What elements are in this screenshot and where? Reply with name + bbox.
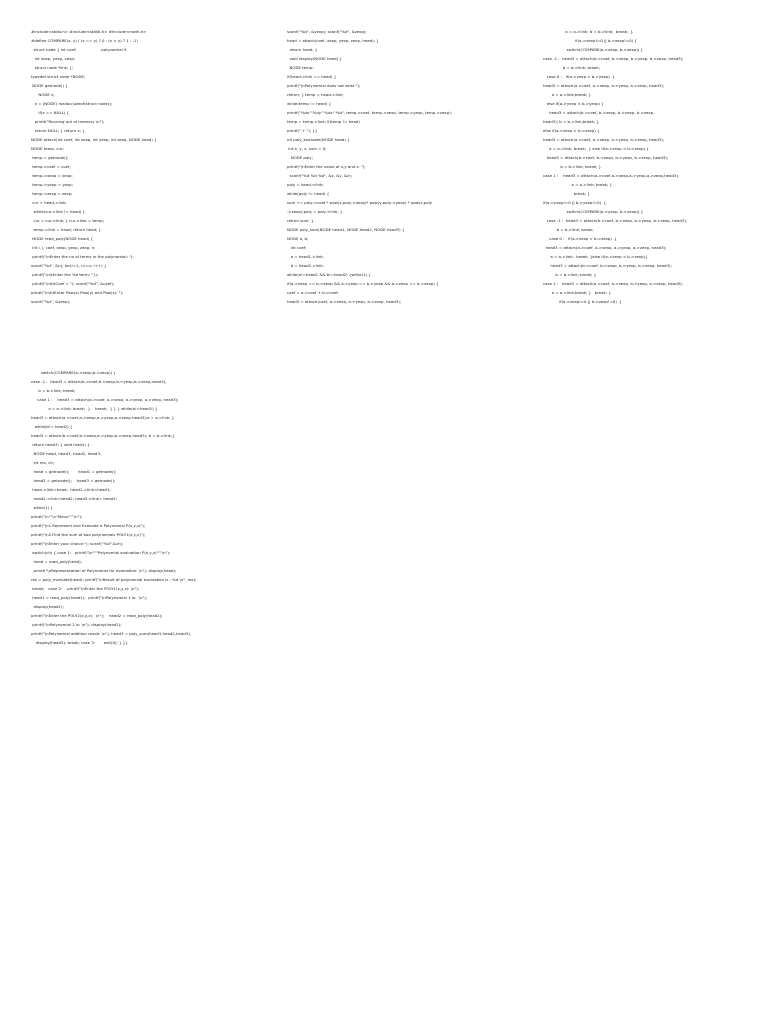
- code-line: printf("Running out of memory \n");: [31, 119, 105, 124]
- code-line: temp = temp->link; if(temp != head): [287, 119, 360, 124]
- code-line: NODE temp, cur;: [31, 146, 64, 151]
- code-line: if(a->yexp!=0 || b->yexp!=0) {: [543, 200, 607, 205]
- code-column-2: [287, 27, 522, 306]
- code-line: a = a->link;break; }: [543, 92, 592, 97]
- code-line: head3 = attach(a->coef, a->xexp, a->yexp, a->zexp, head3);: [543, 137, 665, 142]
- code-line: temp->xexp = xexp;: [31, 173, 73, 178]
- code-line: case -1 : head3 = attach(b->coef,b->xexp,b->yexp,b->zexp,head3);: [31, 379, 167, 384]
- code-line: printf("\nEnter your choice:"); scanf("%d",&ch);: [31, 541, 124, 546]
- code-line: case 0 : if(a->yexp > b->yexp) {: [543, 74, 615, 79]
- code-line: switch(COMPARE(a->zexp,b->zexp)) {: [31, 370, 116, 375]
- code-line: int xexp, yexp, zexp;: [31, 56, 76, 61]
- code-line: head3 = attach(b->coef,b->xexp,b->yexp,b->zexp,head3); b = b->link;}: [31, 433, 175, 438]
- code-line: printf(" + "); }}: [287, 128, 318, 133]
- code-line: a = a->link; b = b->link; break; }: [543, 29, 634, 34]
- code-line: temp->coef = coef;: [31, 164, 71, 169]
- code-line: int coef;: [287, 245, 307, 250]
- code-line: int poly_evaluate(NODE head) {: [287, 137, 350, 142]
- code-column-1: [31, 27, 256, 306]
- code-line: printf("\nEnter the value of x,y and z: ");: [287, 164, 366, 169]
- code-line: printf("\n\tEnter the %d term: ",i);: [31, 272, 99, 277]
- code-line: #define COMPARE(x, y) ( (x == y) ? 0 : (x > y) ? 1 : -1): [31, 38, 138, 43]
- code-line: printf("\nRepresentation of Polynomial for evaluation: \n"); display(head);: [31, 568, 177, 573]
- code-line: #include<stdio.h> #include<stdlib.h> #include<math.h>: [31, 29, 147, 34]
- code-line: case 1 : head3 = attach(a->coef,a->xexp,a->yexp,a->zexp,head3);: [543, 173, 680, 178]
- code-line: switch(COMPARE(a->xexp, b->xexp)) {: [543, 47, 643, 52]
- code-line: scanf("%d %d %d", &x, &y, &z);: [287, 173, 352, 178]
- code-line: cur = head->link;: [31, 200, 67, 205]
- code-line: x = (NODE) malloc(sizeof(struct node));: [31, 101, 113, 106]
- code-line: int i, j, coef, xexp, yexp, zexp, n;: [31, 245, 96, 250]
- code-line: b = b->link; break;: [543, 65, 600, 70]
- code-line: head2->link=head2; head3->link= head3;: [31, 496, 117, 501]
- code-line: struct node { int coef; polynomial 9: [31, 47, 127, 52]
- code-line: a = a->link;break; } break; }: [543, 290, 611, 295]
- code-line: if(head->link == head) {: [287, 74, 337, 79]
- code-line: while(1) {: [31, 505, 53, 510]
- code-line: ->zexp);poly = poly->link; }: [287, 209, 343, 214]
- code-line: case 0 : if(a->zexp > b->zexp) {: [543, 236, 617, 241]
- code-line: a = head1->link;: [287, 254, 324, 259]
- code-line: temp->link = head; return head; }: [31, 227, 102, 232]
- code-line: printf("\n""\n"Menu"""\n");: [31, 514, 83, 519]
- code-line: return head3; } void main() {: [31, 442, 90, 447]
- code-line: scanf("%d", &xexp);: [31, 299, 71, 304]
- code-line: else if(a->yexp < b->yexp) {: [543, 101, 604, 106]
- code-line: NODE getnode() {: [31, 83, 68, 88]
- code-line: head1 = read_poly(head1); printf("\nPolynomial 1 is: \n");: [31, 595, 148, 600]
- code-line: printf("\nPolynomial does not exist.");: [287, 83, 361, 88]
- code-line: printf("\nPolynomial addition result: \n"); head3 = poly_sum(head1,head2,head3);: [31, 631, 192, 636]
- code-line: case 1 : head3 = attach(a->coef, a->xexp, a->yexp, a->zexp, head3);: [543, 281, 683, 286]
- code-line: display(head1);: [31, 604, 64, 609]
- code-line: poly = head->link;: [287, 182, 324, 187]
- code-line: typedef struct node *NODE;: [31, 74, 86, 79]
- code-line: NODE temp;: [287, 65, 314, 70]
- code-line: scanf("%d", &yexp); scanf("%d", &zexp);: [287, 29, 367, 34]
- code-line: printf("%dx^%dy^%dz^%d", temp->coef, temp->xexp, temp->yexp, temp->zexp);: [287, 110, 452, 115]
- code-line: if(a->xexp == b->xexp && a->yexp == b->yexp && a->zexp == b->zexp) {: [287, 281, 439, 286]
- code-line: head3 = attach(a->coef, a->xexp, a->yexp, a->zexp, head3);: [543, 245, 667, 250]
- code-line: NODE a, b;: [287, 236, 309, 241]
- code-line: return head; }: [287, 47, 318, 52]
- code-line: b = b->link; break; }: [543, 164, 602, 169]
- code-line: scanf("%d", &n); for(i=1; i<=n; i++) {: [31, 263, 107, 268]
- code-line: sum += poly->coef * pow(x,poly->xexp)* pow(y,poly->yexp) * pow(z,poly: [287, 200, 433, 205]
- code-line: display(head3); break; case 3: exit(0); } }}: [31, 640, 128, 645]
- code-line: NODE poly;: [287, 155, 313, 160]
- code-line: head3 = attach(b->coef, b->xexp, b->yexp, b->zexp, head3);: [543, 155, 669, 160]
- code-line: printf("\n\t\tEnter Pow(x) Pow(y) and Pow(z): ");: [31, 290, 124, 295]
- code-line: cur = cur->link; } cur->link = temp;: [31, 218, 104, 223]
- code-line: if(x == NULL) {: [31, 110, 70, 115]
- code-line: a = a->link; break; } break; } } } while(a!=head1) {: [31, 406, 158, 411]
- code-line: head3 = attach(coef, a->xexp, a->yexp, a->zexp, head3);: [287, 299, 402, 304]
- code-line: struct node *link; };: [31, 65, 74, 70]
- code-line: printf("\n1.Represent and Evaluate a Polynomial P(x,y,z)");: [31, 523, 146, 528]
- code-line: else if(a->zexp > b->zexp) {: [543, 128, 600, 133]
- code-line: while(a!=head1 && b!=head2) {while(1) {: [287, 272, 371, 277]
- code-line: a = a->link; break; }: [543, 182, 613, 187]
- code-line: printf("\n\t\tCoef = "); scanf("%d", &coef);: [31, 281, 115, 286]
- code-line: b = b->link; break; }: [543, 272, 597, 277]
- code-line: printf("\nEnter the POLY2(x,y,z): \n"); head2 = read_poly(head2);: [31, 613, 163, 618]
- code-line: temp->yexp = yexp;: [31, 182, 73, 187]
- code-line: void display(NODE head) {: [287, 56, 342, 61]
- code-line: NODE poly_sum(NODE head1, NODE head2, NODE head3) {: [287, 227, 405, 232]
- code-line: return sum; }: [287, 218, 314, 223]
- code-line: head3 = attach(b->coef, b->xexp, b->yexp, b->zexp,: [543, 110, 655, 115]
- code-line: switch(COMPARE(a->yexp, b->yexp)) {: [543, 209, 644, 214]
- code-line: head3 = attach(a->coef,a->xexp,a->yexp,a->zexp,head3);a = a->link; }: [31, 415, 175, 420]
- code-line: head = attach(coef, xexp, yexp, zexp, head); }: [287, 38, 379, 43]
- code-line: break; }: [543, 191, 590, 196]
- code-line: printf("\nPolynomial 2 is: \n"); display(head2);: [31, 622, 122, 627]
- code-line: case -1 : head3 = attach(b->coef, b->xexp, b->yexp, b->zexp, head3);: [543, 218, 688, 223]
- code-line: break; case 2: printf("\nEnter the POLY1(x,y,z): \n");: [31, 586, 140, 591]
- code-line: return; } temp = head->link;: [287, 92, 344, 97]
- code-line: printf("\n2.Find the sum of two polynomials POLY1(x,y,z)");: [31, 532, 146, 537]
- code-line: while(poly != head) {: [287, 191, 330, 196]
- code-line: case 1 : head3 = attach(a->coef, a->xexp, a->yexp, a->zexp, head3);: [31, 397, 179, 402]
- code-line: printf("\nEnter the no of terms in the polynomial: ");: [31, 254, 134, 259]
- code-line: head = getnode(); head1 = getnode();: [31, 469, 117, 474]
- code-line: a = a->link; break; } else if(a->zexp < b->zexp) {: [543, 146, 649, 151]
- code-column-3: [543, 27, 763, 306]
- code-line: NODE head, head1, head2, head3;: [31, 451, 102, 456]
- code-line: if(a->xexp!=0 || b->xexp!=0) {: [543, 38, 637, 43]
- code-line: if(a->zexp!=0 || b->zexp!=0) {: [543, 299, 622, 304]
- code-line: switch(ch) { case 1: printf("\n"""Polynomial evaluation P(x,y,z)"""\n");: [31, 550, 171, 555]
- code-line: NODE read_poly(NODE head) {: [31, 236, 93, 241]
- code-line: head->link=head; head1->link=head1;: [31, 487, 111, 492]
- code-line: temp = getnode();: [31, 155, 69, 160]
- code-line: NODE x;: [31, 92, 55, 97]
- code-line: return NULL; } return x; }: [31, 128, 85, 133]
- code-column-4: [31, 368, 256, 647]
- code-line: b = b->link; break;: [543, 227, 594, 232]
- code-line: b = head2->link;: [287, 263, 324, 268]
- code-line: while(temp != head) {: [287, 101, 332, 106]
- code-line: head = read_poly(head);: [31, 559, 82, 564]
- code-line: while(b!= head2) {: [31, 424, 73, 429]
- code-line: b = b->link; break;: [31, 388, 76, 393]
- code-line: NODE attach(int coef, int xexp, int yexp, int zexp, NODE head) {: [31, 137, 157, 142]
- code-line: head3 = attach(b->coef, b->xexp, b->yexp, b->zexp, head3);: [543, 263, 672, 268]
- code-line: head2 = getnode(); head3 = getnode();: [31, 478, 116, 483]
- code-line: int res, ch;: [31, 460, 55, 465]
- code-line: case -1 : head3 = attach(b->coef, b->xexp, b->yexp, b->zexp, head3);: [543, 56, 684, 61]
- code-line: head3 = attach(a->coef, a->xexp, a->yexp, a->zexp, head3);: [543, 83, 665, 88]
- code-line: while(cur->link != head) {: [31, 209, 85, 214]
- code-line: int x, y, z, sum = 0;: [287, 146, 327, 151]
- code-line: res = poly_evaluate(head); printf("\nResult of polynomial evaluation is : %d \n", res);: [31, 577, 197, 582]
- code-line: head3); b = b->link;break; }: [543, 119, 599, 124]
- code-line: coef = a->coef + b->coef;: [287, 290, 339, 295]
- code-line: temp->zexp = zexp;: [31, 191, 73, 196]
- code-line: a = a->link; break; }else if(a->zexp < b->zexp){: [543, 254, 648, 259]
